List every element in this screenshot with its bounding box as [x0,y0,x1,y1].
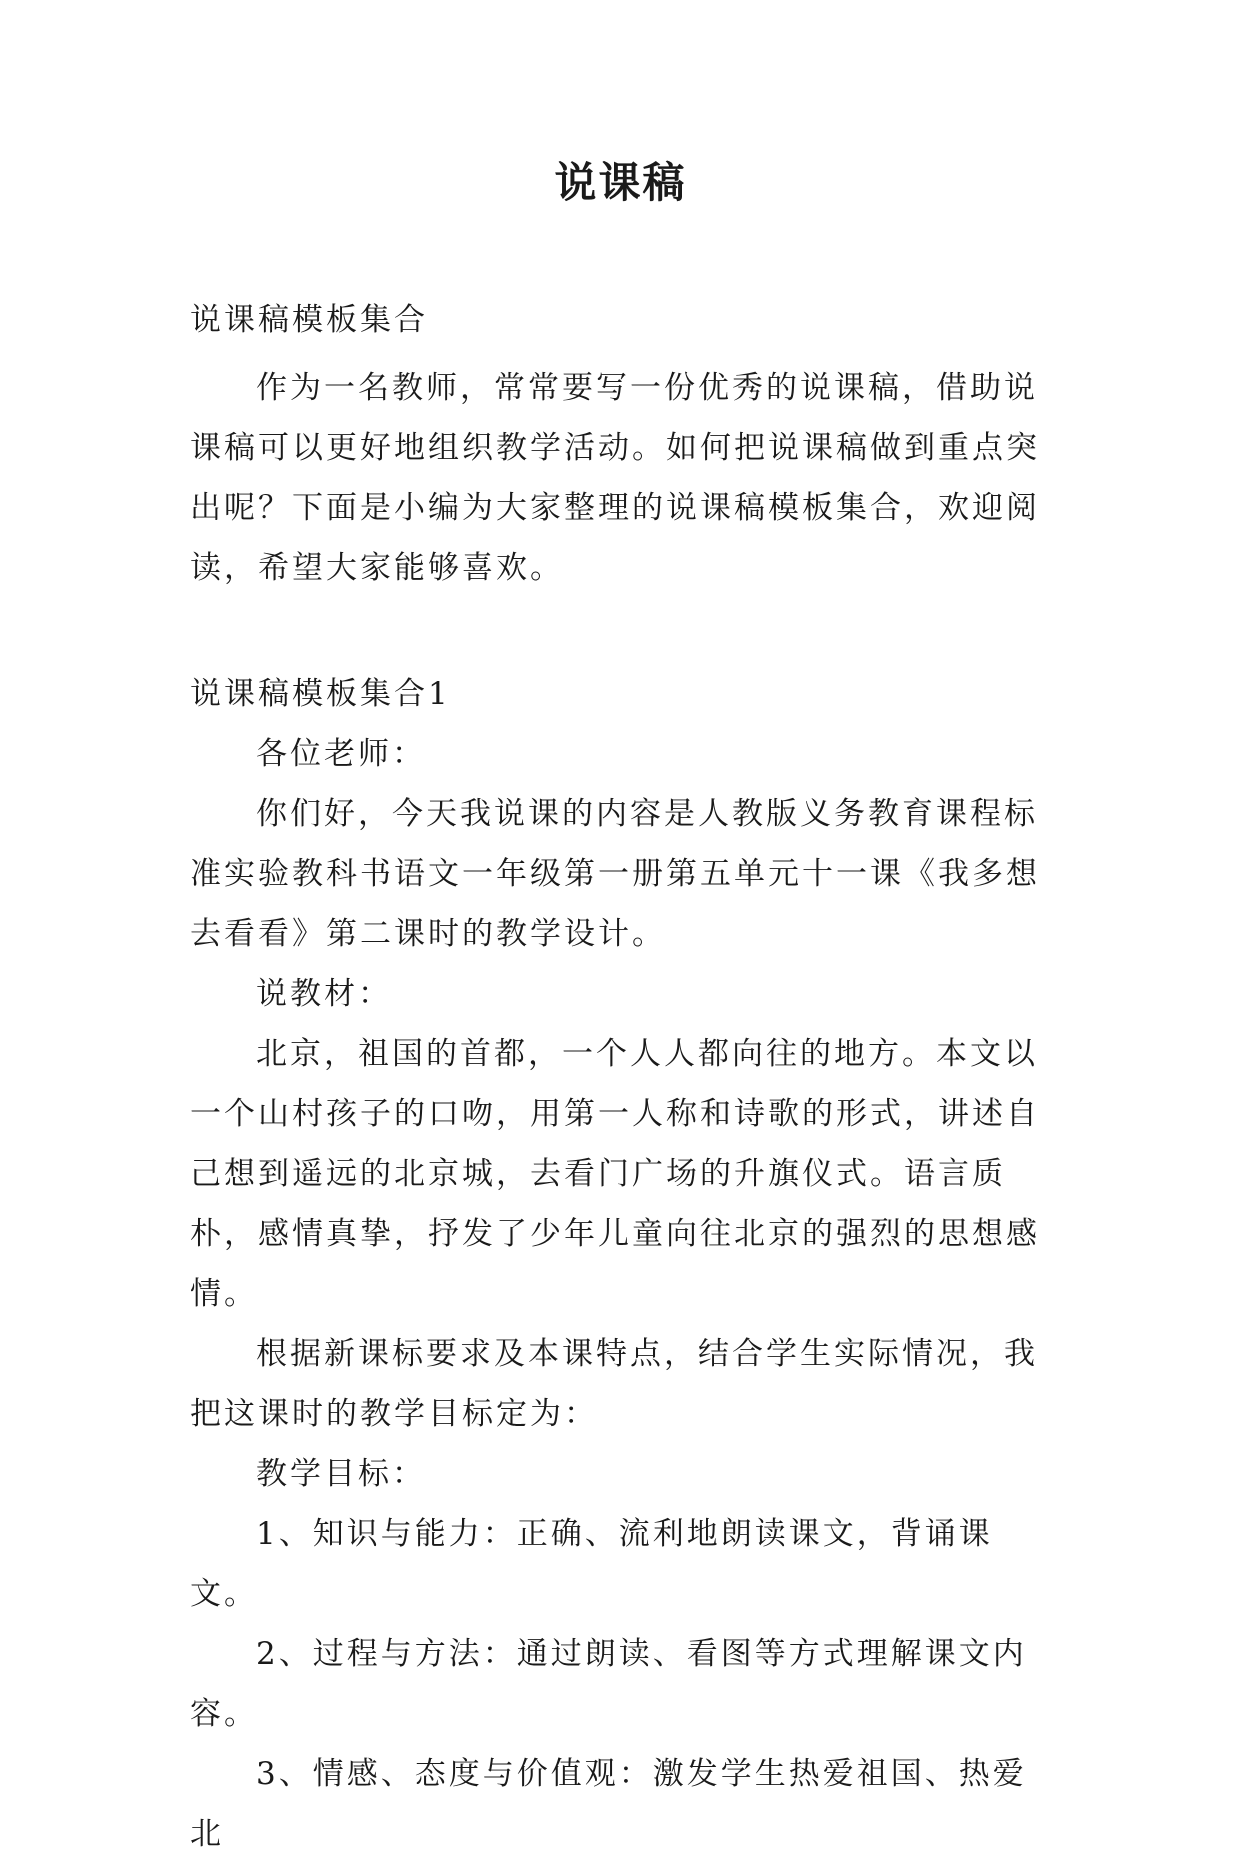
intro-paragraph: 作为一名教师，常常要写一份优秀的说课稿，借助说课稿可以更好地组织教学活动。如何把说课稿做到重点突出呢？下面是小编为大家整理的说课稿模板集合，欢迎阅读，希望大家能够喜欢。 [190,370,1040,586]
collection-heading: 说课稿模板集合 [190,302,428,338]
document-body [190,290,1050,1864]
goal-item: 3、情感、态度与价值观：激发学生热爱祖国、热爱北 [190,1756,1027,1852]
goals-intro-paragraph: 根据新课标要求及本课特点，结合学生实际情况，我把这课时的教学目标定为： [190,1336,1038,1432]
greeting-paragraph: 各位老师： [256,736,426,772]
textbook-heading: 说教材： [256,976,392,1012]
goal-item: 2、过程与方法：通过朗读、看图等方式理解课文内容。 [190,1636,1027,1732]
opening-paragraph: 你们好，今天我说课的内容是人教版义务教育课程标准实验教科书语文一年级第一册第五单元十一课《我多想去看看》第二课时的教学设计。 [190,796,1040,952]
textbook-paragraph: 北京，祖国的首都，一个人人都向往的地方。本文以一个山村孩子的口吻，用第一人称和诗歌的形式，讲述自己想到遥远的北京城，去看门广场的升旗仪式。语言质朴，感情真挚，抒发了少年儿童向往北京的强烈的思想感情。 [190,1036,1040,1312]
goal-item: 1、知识与能力：正确、流利地朗读课文，背诵课文。 [190,1516,993,1612]
section-heading: 说课稿模板集合1 [190,676,451,712]
goals-heading: 教学目标： [256,1456,426,1492]
document-title: 说课稿 [554,158,687,207]
